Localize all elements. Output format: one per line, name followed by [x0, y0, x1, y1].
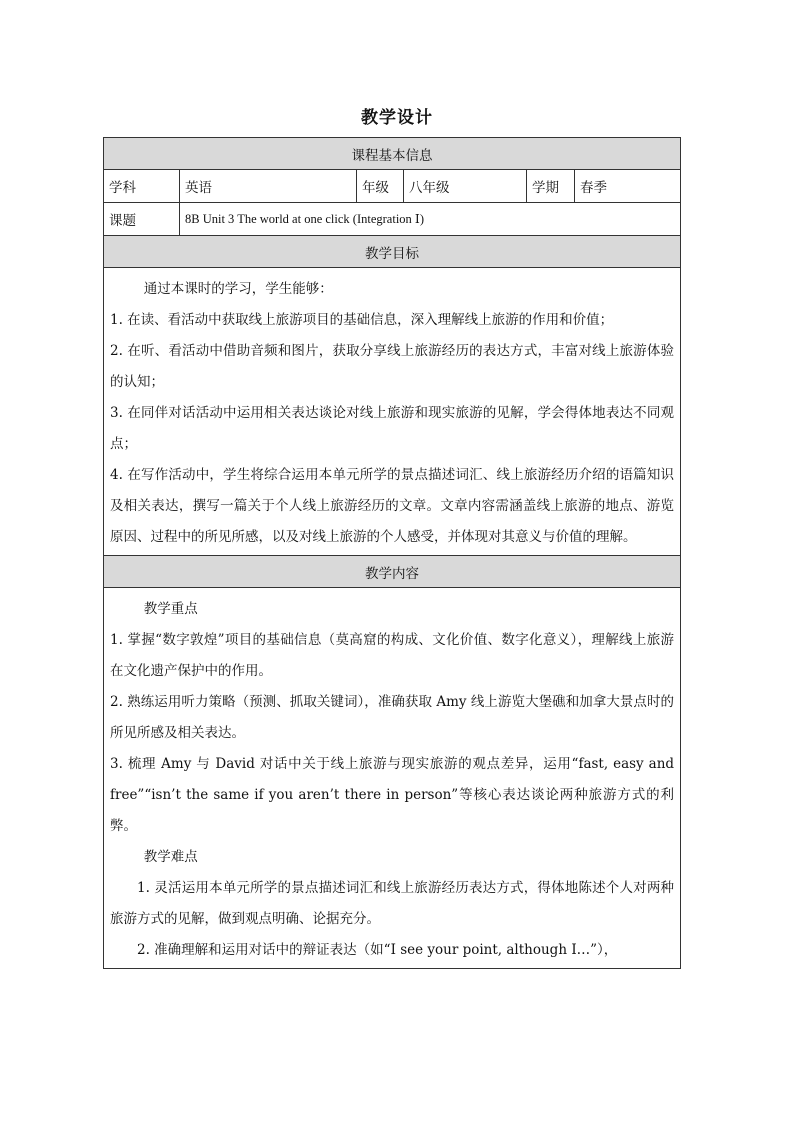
subject-value: 英语 — [180, 170, 357, 203]
difficult-point-item-1: 1. 灵活运用本单元所学的景点描述词汇和线上旅游经历表达方式，得体地陈述个人对两种旅游方式的见解，做到观点明确、论据充分。 — [110, 880, 675, 927]
topic-label: 课题 — [104, 203, 180, 236]
lesson-design-table — [103, 137, 681, 969]
content-body — [104, 588, 681, 969]
objective-item-4: 4. 在写作活动中，学生将综合运用本单元所学的景点描述词汇、线上旅游经历介绍的语篇知识及相关表达，撰写一篇关于个人线上旅游经历的文章。文章内容需涵盖线上旅游的地点、游览原因、过程中的所见所感，以及对线上旅游的个人感受，并体现对其意义与价值的理解。 — [110, 467, 675, 545]
document-title: 教学设计 — [361, 108, 433, 128]
objective-item-1: 1. 在读、看活动中获取线上旅游项目的基础信息，深入理解线上旅游的作用和价值； — [110, 312, 614, 328]
key-point-item-2: 2. 熟练运用听力策略（预测、抓取关键词），准确获取 Amy 线上游览大堡礁和加拿大景点时的所见所感及相关表达。 — [110, 694, 675, 741]
section-header-objectives: 教学目标 — [104, 236, 681, 268]
objectives-intro: 通过本课时的学习，学生能够： — [143, 281, 333, 297]
topic-value: 8B Unit 3 The world at one click (Integration Ⅰ) — [180, 203, 681, 236]
objectives-body — [104, 268, 681, 556]
term-label: 学期 — [527, 170, 575, 203]
key-points-heading: 教学重点 — [143, 601, 198, 617]
difficult-points-heading: 教学难点 — [143, 849, 198, 865]
difficult-point-item-2: 2. 准确理解和运用对话中的辩证表达（如“I see your point, although I…”）， — [137, 942, 618, 958]
subject-label: 学科 — [104, 170, 180, 203]
grade-value: 八年级 — [404, 170, 527, 203]
section-header-basic-info: 课程基本信息 — [104, 138, 681, 170]
key-point-item-3: 3. 梳理 Amy 与 David 对话中关于线上旅游与现实旅游的观点差异，运用“fast, easy and free”“isn’t the same if you aren’t there in person”等核心表达谈论两种旅游方式的利弊。 — [110, 756, 675, 834]
objective-item-2: 2. 在听、看活动中借助音频和图片，获取分享线上旅游经历的表达方式，丰富对线上旅游体验的认知； — [110, 343, 675, 390]
section-header-content: 教学内容 — [104, 556, 681, 588]
objective-item-3: 3. 在同伴对话活动中运用相关表达谈论对线上旅游和现实旅游的见解，学会得体地表达不同观点； — [110, 405, 675, 452]
key-point-item-1: 1. 掌握“数字敦煌”项目的基础信息（莫高窟的构成、文化价值、数字化意义），理解线上旅游在文化遗产保护中的作用。 — [110, 632, 675, 679]
term-value: 春季 — [575, 170, 681, 203]
grade-label: 年级 — [357, 170, 404, 203]
